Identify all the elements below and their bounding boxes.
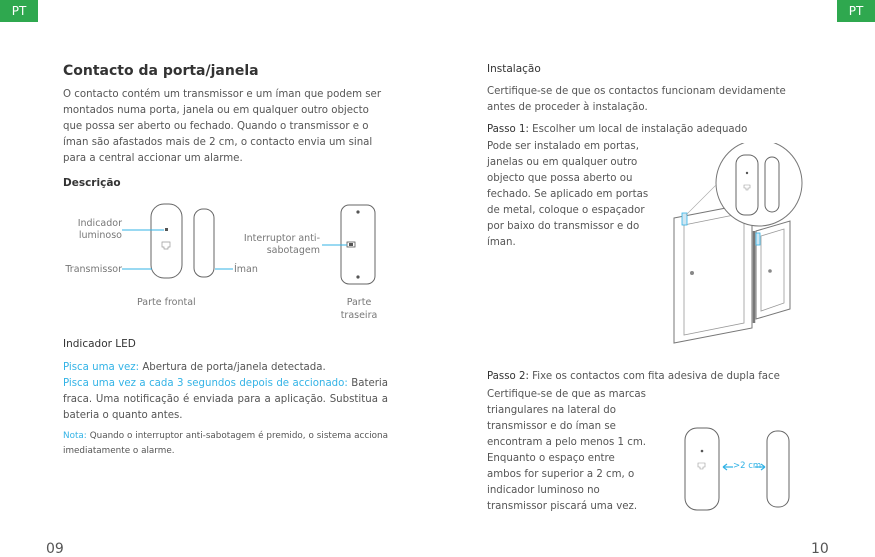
note <box>63 429 388 459</box>
step2-label: Passo 2: <box>487 371 529 382</box>
language-tab-left: PT <box>0 0 38 22</box>
note-text: Quando o interruptor anti-sabotagem é premido, o sistema acciona imediatamente o alarme. <box>63 431 388 456</box>
note-highlight: Nota: <box>63 431 87 441</box>
led-line-2-text: Bateria fraca. Uma notificação é enviada para a aplicação. Substitua a bateria o quanto antes. <box>63 378 389 421</box>
led-line-1 <box>63 360 388 376</box>
led-line-1-text: Abertura de porta/janela detectada. <box>139 362 326 373</box>
step2-text: Certifique-se de que as marcas triangulares na lateral do transmissor e do íman se encontram a pelo menos 1 cm. Enquanto o espaço entre ambos for superior a 2 cm, o indicador luminoso no transmissor piscará uma vez. <box>487 389 647 512</box>
page-number-right: 10 <box>811 541 829 557</box>
caption-back: Parte traseira <box>340 297 378 321</box>
transmitter-front <box>151 204 182 278</box>
step1-title: Escolher um local de instalação adequado <box>528 124 748 135</box>
led-line-2-highlight: Pisca uma vez a cada 3 segundos depois de accionado: <box>63 378 348 389</box>
led-line-1-highlight: Pisca uma vez: <box>63 362 140 373</box>
description-heading: Descrição <box>63 177 121 189</box>
door-illustration <box>664 143 814 348</box>
label-magnet: Íman <box>234 264 258 275</box>
led-line-2 <box>63 376 388 424</box>
install-heading: Instalação <box>487 63 541 75</box>
page-title: Contacto da porta/janela <box>63 63 259 79</box>
magnet <box>194 209 214 277</box>
step1-label: Passo 1: <box>487 124 529 135</box>
gap-label: >2 cm <box>733 461 762 471</box>
page-number-left: 09 <box>46 541 64 557</box>
label-transmitter: Transmissor <box>65 264 122 275</box>
step2-title: Fixe os contactos com fita adesiva de dupla face <box>528 371 780 382</box>
label-tamper: Interruptor anti-sabotagem <box>243 233 320 256</box>
intro-paragraph: O contacto contém um transmissor e um íman que podem ser montados numa porta, janela ou em qualquer outro objecto que possa ser aberto ou fechado. Quando o transmissor e o íman são afastados mais de 2 cm, o contacto envia um sinal para a central accionar um alarme. <box>63 89 382 164</box>
caption-front: Parte frontal <box>137 297 196 308</box>
led-heading: Indicador LED <box>63 338 136 350</box>
led-dot <box>165 228 168 231</box>
language-tab-right: PT <box>837 0 875 22</box>
label-led: Indicador luminoso <box>77 218 122 241</box>
step2-header <box>487 369 817 385</box>
install-intro: Certifique-se de que os contactos funcionam devidamente antes de proceder à instalação. <box>487 86 786 113</box>
step1-header <box>487 122 817 138</box>
step1-text: Pode ser instalado em portas, janelas ou em qualquer outro objecto que possa aberto ou fechado. Se aplicado em portas de metal, coloque o espaçador por baixo do transmissor e do íman. <box>487 141 649 248</box>
